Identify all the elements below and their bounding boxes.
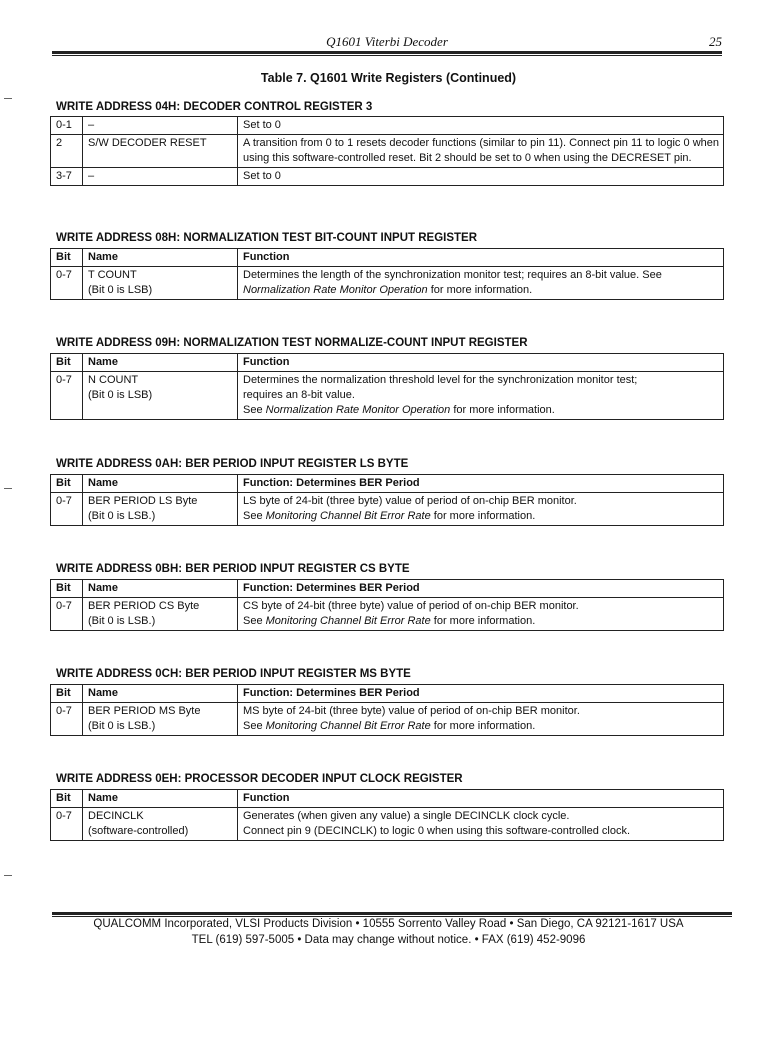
function-cell [238,493,724,526]
register-table-0ah [50,474,724,526]
table-row [51,372,724,420]
register-table-08h [50,248,724,300]
page-number: 25 [709,34,722,49]
register-note: (Bit 0 is LSB.) [88,615,156,627]
header-rule-thin [52,55,722,56]
table-header-row [51,790,724,808]
bit-cell: 0-7 [51,808,83,841]
bit-header: Bit [51,580,83,598]
register-table-0eh [50,789,724,841]
bit-cell: 0-7 [51,598,83,631]
document-title: Q1601 Viterbi Decoder [326,34,448,49]
name-cell [83,267,238,300]
register-note: (Bit 0 is LSB) [88,389,153,401]
section-title-08h: WRITE ADDRESS 08H: NORMALIZATION TEST BIT-COUNT INPUT REGISTER [56,232,478,244]
function-text: MS byte of 24-bit (three byte) value of period of on-chip BER monitor. [243,705,580,717]
bit-cell: 3-7 [51,168,83,186]
name-header: Name [83,354,238,372]
page-header [52,34,722,50]
table-row [51,598,724,631]
function-reference [243,283,719,298]
register-note: (Bit 0 is LSB) [88,284,153,296]
reference-title: Monitoring Channel Bit Error Rate [265,615,431,627]
footer-contact: TEL (619) 597-5005 • Data may change without notice. • FAX (619) 452-9096 [191,934,586,946]
bit-cell: 0-7 [51,703,83,736]
name-header: Name [83,249,238,267]
table-header-row [51,354,724,372]
function-reference [243,403,719,418]
register-table-04h [50,116,724,186]
bit-cell: 0-7 [51,372,83,420]
bit-header: Bit [51,685,83,703]
header-rule [52,51,722,54]
reference-suffix: for more information. [430,615,536,627]
table-row [51,493,724,526]
function-header: Function: Determines BER Period [238,475,724,493]
footer-address: QUALCOMM Incorporated, VLSI Products Division • 10555 Sorrento Valley Road • San Diego, CA 92121-1617 USA [93,918,684,930]
bit-header: Bit [51,354,83,372]
table-header-row [51,685,724,703]
name-header: Name [83,580,238,598]
margin-mark [4,875,12,876]
section-title-09h: WRITE ADDRESS 09H: NORMALIZATION TEST NORMALIZE-COUNT INPUT REGISTER [56,337,528,349]
name-cell: – [83,117,238,135]
function-text: Determines the length of the synchronization monitor test; requires an 8-bit value. See [243,269,662,281]
reference-prefix: See [243,404,266,416]
section-title-0ah: WRITE ADDRESS 0AH: BER PERIOD INPUT REGISTER LS BYTE [56,458,409,470]
function-cell [238,808,724,841]
reference-suffix: for more information. [430,720,536,732]
reference-title: Normalization Rate Monitor Operation [265,404,451,416]
reference-prefix: See [243,720,266,732]
section-title-0ch: WRITE ADDRESS 0CH: BER PERIOD INPUT REGISTER MS BYTE [56,668,411,680]
table-header-row [51,249,724,267]
register-table-0ch [50,684,724,736]
function-text: Connect pin 9 (DECINCLK) to logic 0 when using this software-controlled clock. [243,825,631,837]
name-cell: S/W DECODER RESET [83,135,238,168]
table-title: Table 7. Q1601 Write Registers (Continued) [260,71,517,85]
register-name: T COUNT [88,269,137,281]
function-cell [238,703,724,736]
function-cell [238,372,724,420]
register-name: BER PERIOD LS Byte [88,495,198,507]
register-name: N COUNT [88,374,139,386]
name-header: Name [83,475,238,493]
function-cell: Set to 0 [238,168,724,186]
name-header: Name [83,685,238,703]
table-header-row [51,475,724,493]
reference-suffix: for more information. [450,404,555,416]
function-text: requires an 8-bit value. [243,389,355,401]
name-cell [83,598,238,631]
register-table-0bh [50,579,724,631]
function-cell: A transition from 0 to 1 resets decoder functions (similar to pin 11). Connect pin 11 to logic 0 when using this software-controlled reset. Bit 2 should be set to 0 when using the DECRESET pin. [238,135,724,168]
reference-suffix: for more information. [430,510,536,522]
name-cell [83,372,238,420]
table-row [51,117,724,135]
reference-title: Monitoring Channel Bit Error Rate [265,510,431,522]
register-name: BER PERIOD MS Byte [88,705,201,717]
function-text: CS byte of 24-bit (three byte) value of period of on-chip BER monitor. [243,600,579,612]
reference-title: Monitoring Channel Bit Error Rate [265,720,431,732]
function-cell [238,598,724,631]
register-table-09h [50,353,724,420]
function-text: Determines the normalization threshold level for the synchronization monitor test; [243,374,638,386]
bit-cell: 0-1 [51,117,83,135]
function-header: Function [238,354,724,372]
section-title-04h: WRITE ADDRESS 04H: DECODER CONTROL REGISTER 3 [56,101,373,113]
name-cell [83,703,238,736]
bit-header: Bit [51,790,83,808]
reference-prefix: See [243,615,266,627]
name-cell [83,493,238,526]
register-name: BER PERIOD CS Byte [88,600,200,612]
section-title-0eh: WRITE ADDRESS 0EH: PROCESSOR DECODER INPUT CLOCK REGISTER [56,773,463,785]
margin-mark [4,488,12,489]
table-header-row [51,580,724,598]
margin-mark [4,98,12,99]
name-cell [83,808,238,841]
table-row [51,267,724,300]
function-cell: Set to 0 [238,117,724,135]
register-name: DECINCLK [88,810,144,822]
function-header: Function: Determines BER Period [238,685,724,703]
register-note: (software-controlled) [88,825,189,837]
name-cell: – [83,168,238,186]
bit-header: Bit [51,249,83,267]
footer-rule [52,912,732,915]
footer-rule-thin [52,916,732,917]
bit-cell: 0-7 [51,493,83,526]
bit-cell: 2 [51,135,83,168]
bit-header: Bit [51,475,83,493]
register-note: (Bit 0 is LSB.) [88,720,156,732]
bit-cell: 0-7 [51,267,83,300]
function-text: Generates (when given any value) a single DECINCLK clock cycle. [243,810,570,822]
function-cell [238,267,724,300]
table-row [51,808,724,841]
function-reference [243,509,719,524]
reference-prefix: See [243,510,266,522]
table-row [51,168,724,186]
table-row [51,135,724,168]
function-reference [243,614,719,629]
table-row [51,703,724,736]
function-header: Function [238,790,724,808]
function-text: LS byte of 24-bit (three byte) value of period of on-chip BER monitor. [243,495,577,507]
reference-suffix: for more information. [427,284,533,296]
function-reference [243,719,719,734]
register-note: (Bit 0 is LSB.) [88,510,156,522]
section-title-0bh: WRITE ADDRESS 0BH: BER PERIOD INPUT REGISTER CS BYTE [56,563,410,575]
function-header: Function [238,249,724,267]
name-header: Name [83,790,238,808]
reference-title: Normalization Rate Monitor Operation [243,284,428,296]
function-header: Function: Determines BER Period [238,580,724,598]
